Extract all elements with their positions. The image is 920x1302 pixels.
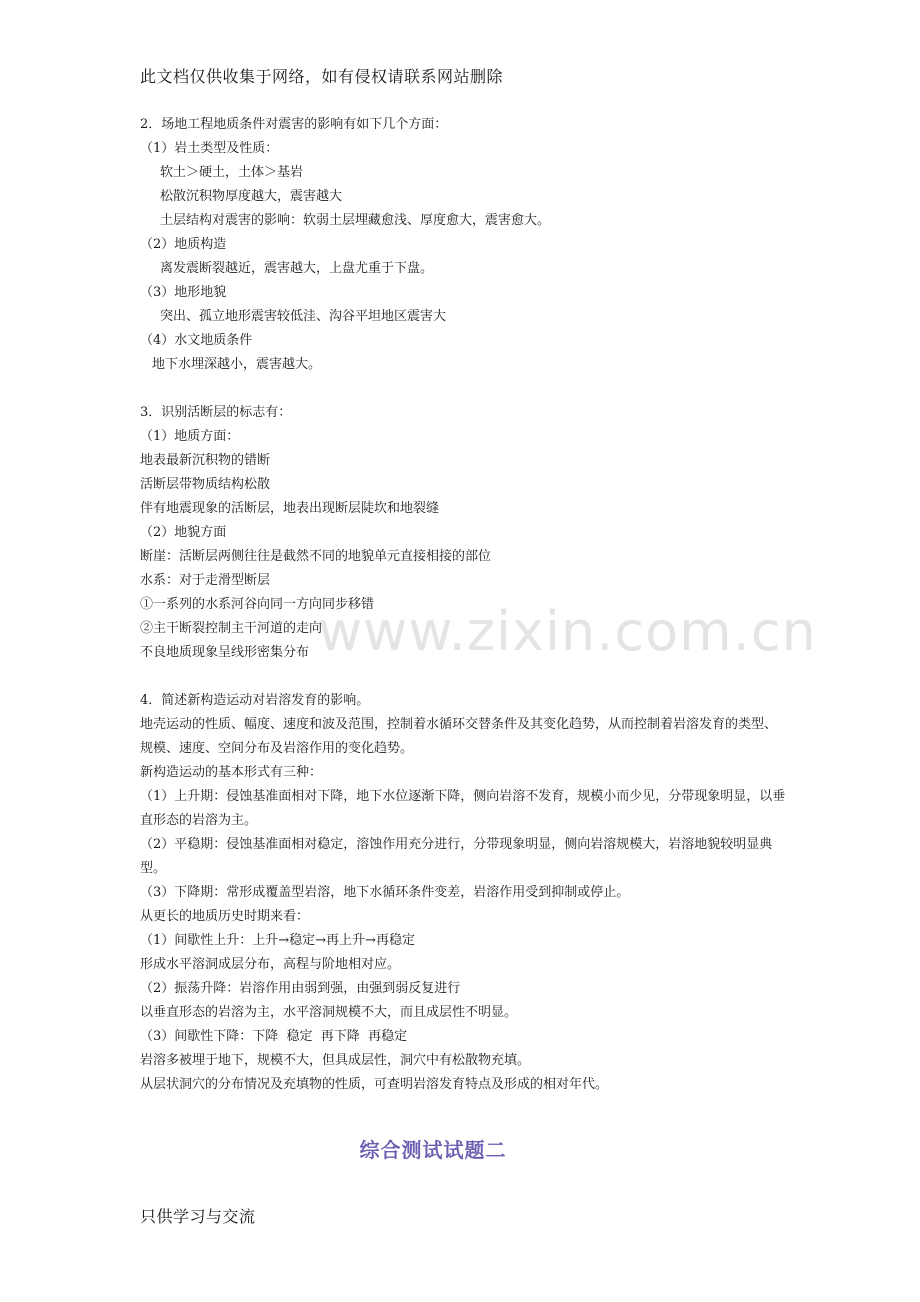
- section-3-title: 3．识别活断层的标志有：: [140, 405, 292, 420]
- section-2-line: （2）地质构造: [140, 237, 227, 252]
- section-4-line: （2）振荡升降：岩溶作用由弱到强，由强到弱反复进行: [140, 981, 461, 996]
- watermark: www.zixin.com.cn: [318, 600, 817, 663]
- section-2-line: 软土＞硬土，土体＞基岩: [160, 165, 304, 180]
- section-2-line: 离发震断裂越近，震害越大，上盘尤重于下盘。: [160, 261, 434, 276]
- section-3-line: 不良地质现象呈线形密集分布: [140, 645, 310, 660]
- footer-note: 只供学习与交流: [140, 1207, 256, 1226]
- section-4-line: 岩溶多被埋于地下，规模不大，但具成层性，洞穴中有松散物充填。: [140, 1053, 531, 1068]
- section-4-line: 从层状洞穴的分布情况及充填物的性质，可查明岩溶发育特点及形成的相对年代。: [140, 1077, 609, 1092]
- section-2-line: （3）地形地貌: [140, 285, 227, 300]
- section-4-title: 4．简述新构造运动对岩溶发育的影响。: [140, 693, 370, 708]
- section-4-paragraph: （2）平稳期：侵蚀基准面相对稳定，溶蚀作用充分进行，分带现象明显，侧向岩溶规模大，岩溶地貌较明显典型。: [140, 837, 773, 876]
- section-3-line: ①一系列的水系河谷向同一方向同步移错: [140, 597, 375, 612]
- section-heading: 综合测试试题二: [359, 1138, 507, 1162]
- section-4-line: 形成水平溶洞成层分布，高程与阶地相对应。: [140, 957, 401, 972]
- section-2-line: （1）岩土类型及性质：: [140, 141, 279, 156]
- section-4-line: （3）间歇性下降：下降 稳定 再下降 再稳定: [140, 1029, 408, 1044]
- section-3-line: 地表最新沉积物的错断: [140, 453, 271, 468]
- section-2-line: 松散沉积物厚度越大，震害越大: [160, 189, 343, 204]
- section-4-line: 新构造运动的基本形式有三种：: [140, 765, 323, 780]
- header-note: 此文档仅供收集于网络，如有侵权请联系网站删除: [140, 67, 504, 86]
- section-3-line: （1）地质方面：: [140, 429, 240, 444]
- section-4-paragraph: （1）上升期：侵蚀基准面相对下降，地下水位逐渐下降，侧向岩溶不发育，规模小而少见，分带现象明显，以垂直形态的岩溶为主。: [140, 789, 786, 828]
- section-4-line: 从更长的地质历史时期来看：: [140, 909, 310, 924]
- section-3-line: 断崖：活断层两侧往往是截然不同的地貌单元直接相接的部位: [140, 549, 492, 564]
- section-2-line: （4）水文地质条件: [140, 333, 253, 348]
- section-4-paragraph: 地壳运动的性质、幅度、速度和波及范围，控制着水循环交替条件及其变化趋势，从而控制着岩溶发育的类型、规模、速度、空间分布及岩溶作用的变化趋势。: [140, 717, 778, 756]
- section-3-line: 水系：对于走滑型断层: [140, 573, 271, 588]
- section-4-line: 以垂直形态的岩溶为主，水平溶洞规模不大，而且成层性不明显。: [140, 1005, 518, 1020]
- section-2-line: 地下水埋深越小，震害越大。: [152, 357, 322, 372]
- section-4-line: （3）下降期：常形成覆盖型岩溶，地下水循环条件变差，岩溶作用受到抑制或停止。: [140, 885, 630, 900]
- section-3-line: 伴有地震现象的活断层，地表出现断层陡坎和地裂缝: [140, 501, 440, 516]
- section-3-line: 活断层带物质结构松散: [140, 477, 271, 492]
- section-2-title: 2．场地工程地质条件对震害的影响有如下几个方面：: [140, 117, 448, 132]
- section-2-line: 土层结构对震害的影响：软弱土层埋藏愈浅、厚度愈大，震害愈大。: [160, 213, 551, 228]
- section-4-line: （1）间歇性上升：上升→稳定→再上升→再稳定: [140, 933, 415, 948]
- section-2-line: 突出、孤立地形震害较低洼、沟谷平坦地区震害大: [160, 309, 447, 324]
- section-3-line: （2）地貌方面: [140, 525, 227, 540]
- section-3-line: ②主干断裂控制主干河道的走向: [140, 621, 323, 636]
